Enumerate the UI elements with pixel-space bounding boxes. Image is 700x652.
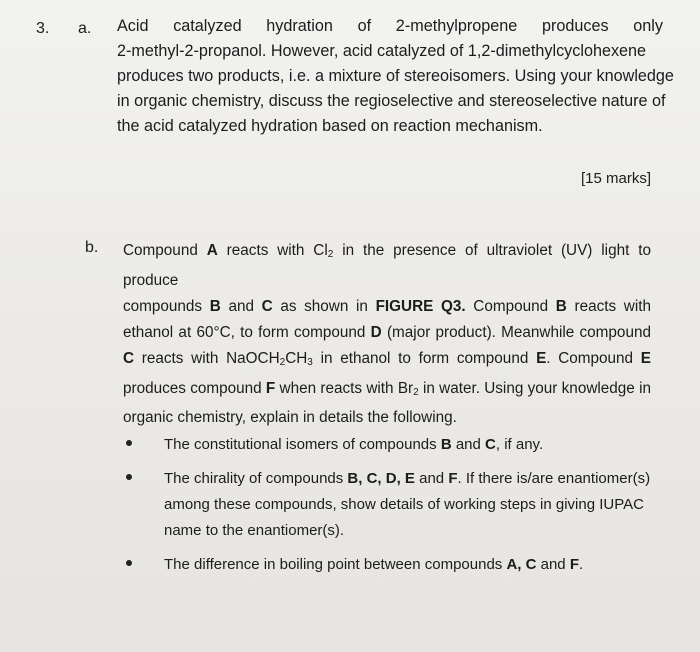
part-a-line-5: the acid catalyzed hydration based on reaction mechanism. — [117, 117, 543, 135]
bromine-subscript: 2 — [413, 386, 419, 398]
part-b-question-text — [123, 238, 651, 431]
part-b-line-5 — [123, 376, 651, 406]
bullet-2-f: among these compounds, show details of working steps in giving IUPAC — [164, 496, 644, 513]
compound-e-ref-2: E — [640, 349, 651, 367]
part-b-line-2-i: reacts with — [566, 297, 652, 315]
part-a-label: a. — [78, 20, 92, 37]
bullet-icon — [126, 474, 132, 480]
bullet-icon — [126, 560, 132, 566]
bullet-3-b: A, C — [506, 556, 537, 573]
part-b-line-5-a: produces compound — [123, 379, 266, 397]
ch3-subscript: 3 — [307, 356, 313, 368]
question-number: 3. — [36, 20, 50, 37]
part-b-line-2-e: as shown in — [272, 297, 376, 315]
part-b-line-1-c: reacts with Cl — [217, 242, 328, 259]
part-b-line-5-c: when reacts with Br — [275, 379, 414, 397]
bullet-2-b: B, C, D, E — [347, 470, 415, 487]
compound-b-ref: B — [209, 297, 221, 315]
compound-c-ref-2: C — [123, 349, 135, 367]
part-b-line-4 — [123, 346, 651, 376]
bullet-1-d: C — [485, 436, 496, 453]
part-b-line-1 — [123, 238, 651, 294]
marks-allocation: [15 marks] — [581, 170, 652, 187]
bullet-1-b: B — [440, 436, 452, 453]
bullet-1-e: , if any. — [495, 436, 544, 453]
part-b-label: b. — [85, 239, 99, 256]
bullet-2-c: and — [414, 470, 449, 487]
bullet-2-a: The chirality of compounds — [164, 470, 348, 487]
bullet-2-g: name to the enantiomer(s). — [164, 522, 345, 539]
compound-e-ref: E — [536, 349, 547, 367]
part-a-line-1: Acid catalyzed hydration of 2-methylpropene produces only — [117, 17, 663, 35]
bullet-1-a: The constitutional isomers of compounds — [164, 436, 441, 453]
part-b-line-4-h: . Compound — [546, 349, 641, 367]
part-b-line-5-e: in water. Using your knowledge in — [418, 379, 651, 397]
part-b-line-3-a: ethanol at 60°C, to form compound — [123, 323, 366, 341]
part-a-line-2: 2-methyl-2-propanol. However, acid catalyzed of 1,2-dimethylcyclohexene — [117, 42, 647, 60]
part-a-question-text — [117, 14, 674, 139]
bullet-1-c: and — [451, 436, 486, 453]
ch2-subscript: 2 — [279, 356, 286, 368]
bullet-3-c: and — [536, 556, 570, 573]
bullet-3-d: F — [569, 556, 579, 573]
part-a-line-4: in organic chemistry, discuss the regioselective and stereoselective nature of — [117, 92, 666, 110]
bullet-text-3 — [164, 552, 656, 578]
part-b-line-6: organic chemistry, explain in details the following. — [123, 409, 457, 427]
compound-a-ref: A — [206, 242, 218, 259]
part-b-line-3-c: (major product). Meanwhile compound — [381, 323, 651, 341]
part-b-line-4-f: in ethanol to form compound — [312, 349, 537, 367]
part-b-line-3 — [123, 320, 651, 346]
compound-b-ref-2: B — [555, 297, 567, 315]
figure-ref: FIGURE Q3. — [375, 297, 466, 315]
compound-c-ref: C — [261, 297, 273, 315]
bullet-item-constitutional-isomers — [126, 432, 656, 458]
bullet-3-a: The difference in boiling point between compounds — [164, 556, 507, 573]
part-b-line-4-d: CH — [285, 349, 308, 367]
part-b-line-4-b: reacts with NaOCH — [134, 349, 280, 367]
bullet-text-1 — [164, 432, 656, 458]
part-b-line-1-e: in the presence of ultraviolet (UV) light to produce — [123, 242, 651, 289]
part-a-line-3: produces two products, i.e. a mixture of stereoisomers. Using your knowledge — [117, 67, 674, 85]
part-b-line-2-c: and — [220, 297, 262, 315]
bullet-item-boiling-point — [126, 552, 656, 578]
bullet-list — [126, 432, 656, 586]
compound-d-ref: D — [365, 323, 382, 341]
bullet-2-e: . If there is/are enantiomer(s) — [457, 470, 651, 487]
compound-f-ref: F — [265, 379, 276, 397]
bullet-text-2 — [164, 466, 656, 544]
bullet-2-d: F — [448, 470, 458, 487]
bullet-3-e: . — [579, 556, 584, 573]
part-b-line-1-a: Compound — [123, 242, 207, 259]
part-b-line-2-a: compounds — [123, 297, 210, 315]
bullet-item-chirality — [126, 466, 656, 544]
bullet-icon — [126, 440, 132, 446]
part-b-line-2 — [123, 294, 651, 320]
part-b-line-2-g: Compound — [465, 297, 556, 315]
chlorine-subscript: 2 — [327, 249, 334, 260]
